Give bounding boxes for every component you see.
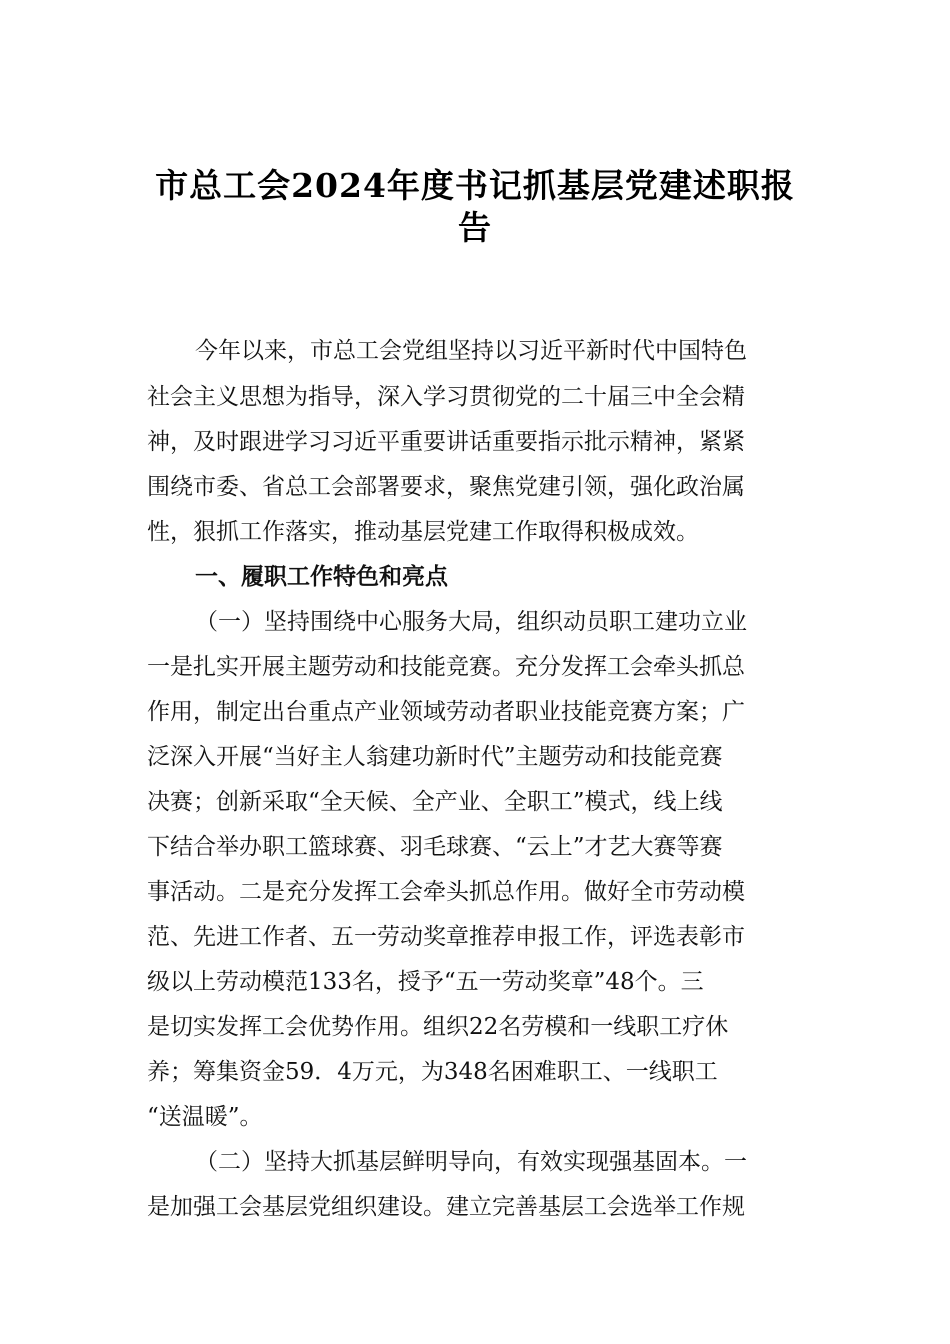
body-line: 作用，制定出台重点产业领域劳动者职业技能竞赛方案；广	[147, 699, 745, 725]
document-title-line-2: 告	[458, 208, 492, 247]
body-line: “送温暖”。	[147, 1104, 263, 1130]
body-line: 是切实发挥工会优势作用。组织22名劳模和一线职工疗休	[147, 1014, 729, 1040]
intro-line-2: 社会主义思想为指导，深入学习贯彻党的二十届三中全会精	[147, 384, 745, 410]
intro-line-1: 今年以来，市总工会党组坚持以习近平新时代中国特色	[195, 338, 747, 364]
subsection-heading-2: （二）坚持大抓基层鲜明导向，有效实现强基固本。一	[195, 1149, 747, 1175]
document-title-line-1: 市总工会2024年度书记抓基层党建述职报	[155, 166, 795, 205]
body-line: 养；筹集资金59．4万元，为348名困难职工、一线职工	[147, 1059, 718, 1085]
body-line: 下结合举办职工篮球赛、羽毛球赛、“云上”才艺大赛等赛	[147, 834, 723, 860]
section-heading-1: 一、履职工作特色和亮点	[195, 564, 448, 590]
body-line: 一是扎实开展主题劳动和技能竞赛。充分发挥工会牵头抓总	[147, 654, 745, 680]
body-line: 范、先进工作者、五一劳动奖章推荐申报工作，评选表彰市	[147, 924, 745, 950]
body-line: 级以上劳动模范133名，授予“五一劳动奖章”48个。三	[147, 969, 704, 995]
body-line: 决赛；创新采取“全天候、全产业、全职工”模式，线上线	[147, 789, 723, 815]
intro-line-4: 围绕市委、省总工会部署要求，聚焦党建引领，强化政治属	[147, 474, 745, 500]
body-line: 是加强工会基层党组织建设。建立完善基层工会选举工作规	[147, 1194, 745, 1220]
intro-line-5: 性，狠抓工作落实，推动基层党建工作取得积极成效。	[147, 519, 699, 545]
body-line: 泛深入开展“当好主人翁建功新时代”主题劳动和技能竞赛	[147, 744, 723, 770]
intro-line-3: 神，及时跟进学习习近平重要讲话重要指示批示精神，紧紧	[147, 429, 745, 455]
body-line: 事活动。二是充分发挥工会牵头抓总作用。做好全市劳动模	[147, 879, 745, 905]
subsection-heading-1: （一）坚持围绕中心服务大局，组织动员职工建功立业	[195, 609, 747, 635]
